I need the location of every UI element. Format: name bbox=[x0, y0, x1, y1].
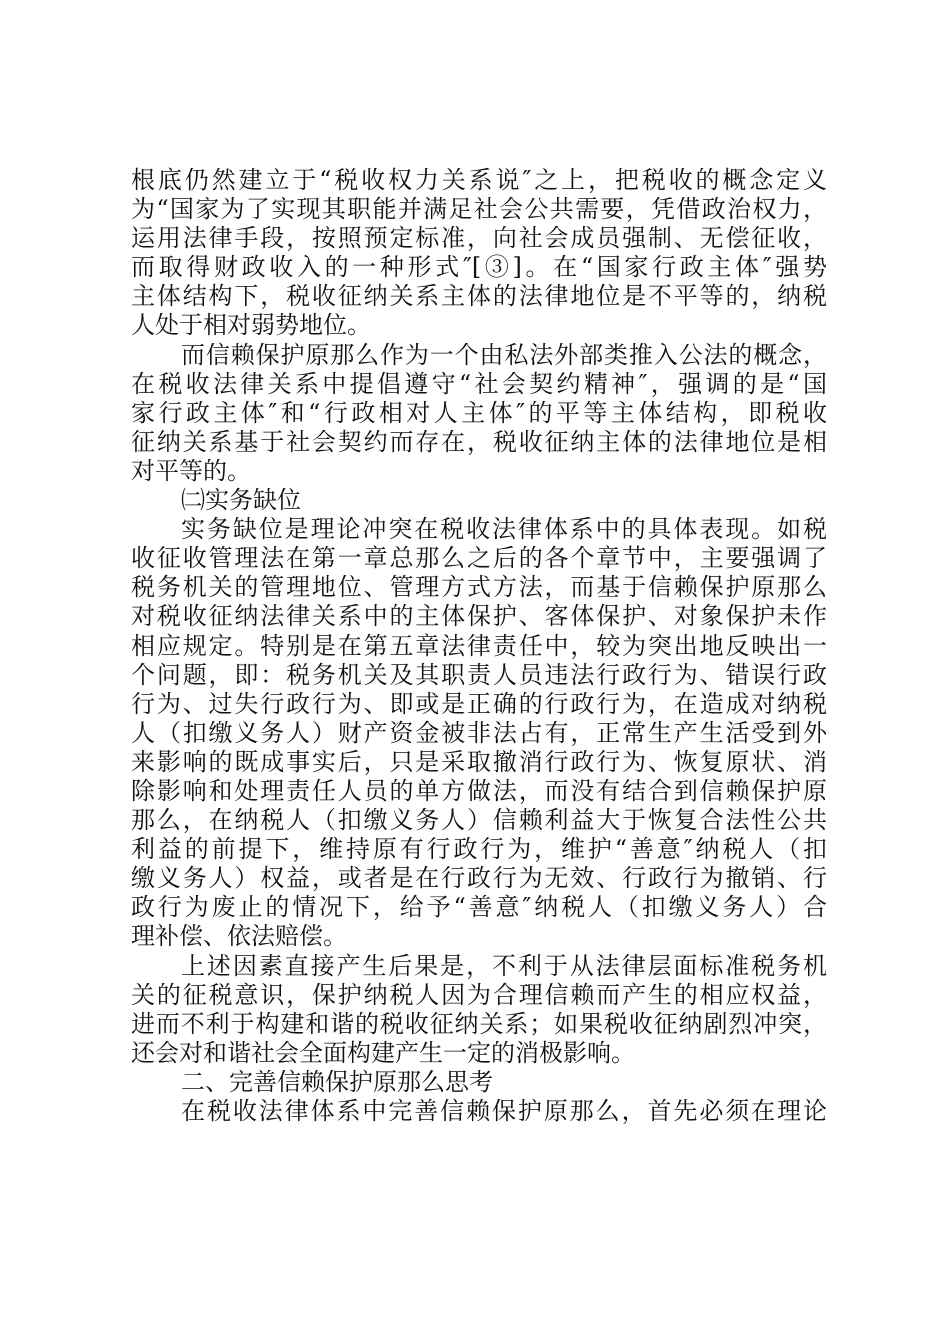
text-line: 主体结构下，税收征纳关系主体的法律地位是不平等的，纳税 bbox=[131, 282, 827, 311]
text-line: 而信赖保护原那么作为一个由私法外部类推入公法的概念， bbox=[181, 340, 827, 369]
text-line: 根底仍然建立于“税收权力关系说″之上，把税收的概念定义 bbox=[131, 166, 827, 194]
text-line: 人（扣缴义务人）财产资金被非法占有，正常生产生活受到外 bbox=[131, 718, 827, 747]
text-line: 上述因素直接产生后果是，不利于从法律层面标准税务机 bbox=[181, 951, 827, 980]
text-line: ㈡实务缺位 bbox=[181, 486, 301, 515]
text-line: 政行为废止的情况下，给予“善意″纳税人（扣缴义务人）合 bbox=[131, 893, 827, 922]
text-line: 二、完善信赖保护原那么思考 bbox=[181, 1067, 493, 1096]
text-line: 理补偿、依法赔偿。 bbox=[131, 922, 347, 951]
text-line: 而取得财政收入的一种形式″[③]。在“国家行政主体″强势 bbox=[131, 253, 827, 282]
text-line: 进而不利于构建和谐的税收征纳关系；如果税收征纳剧烈冲突， bbox=[131, 1009, 827, 1038]
text-line: 为“国家为了实现其职能并满足社会公共需要，凭借政治权力， bbox=[131, 195, 827, 224]
text-line: 在税收法律关系中提倡遵守“社会契约精神″，强调的是“国 bbox=[131, 369, 827, 398]
text-line: 相应规定。特别是在第五章法律责任中，较为突出地反映出一 bbox=[131, 631, 827, 660]
text-line: 那么，在纳税人（扣缴义务人）信赖利益大于恢复合法性公共 bbox=[131, 806, 827, 835]
text-line: 实务缺位是理论冲突在税收法律体系中的具体表现。如税 bbox=[181, 515, 827, 544]
text-line: 缴义务人）权益，或者是在行政行为无效、行政行为撤销、行 bbox=[131, 864, 827, 893]
text-line: 运用法律手段，按照预定标准，向社会成员强制、无偿征收， bbox=[131, 224, 827, 253]
text-line: 利益的前提下，维持原有行政行为，维护“善意″纳税人（扣 bbox=[131, 835, 827, 864]
text-line: 行为、过失行政行为、即或是正确的行政行为，在造成对纳税 bbox=[131, 689, 827, 718]
text-line: 除影响和处理责任人员的单方做法，而没有结合到信赖保护原 bbox=[131, 776, 827, 805]
text-line: 对平等的。 bbox=[131, 456, 251, 485]
text-line: 关的征税意识，保护纳税人因为合理信赖而产生的相应权益， bbox=[131, 980, 827, 1009]
text-line: 收征收管理法在第一章总那么之后的各个章节中，主要强调了 bbox=[131, 544, 827, 573]
text-line: 征纳关系基于社会契约而存在，税收征纳主体的法律地位是相 bbox=[131, 427, 827, 456]
text-line: 对税收征纳法律关系中的主体保护、客体保护、对象保护未作 bbox=[131, 602, 827, 631]
text-line: 人处于相对弱势地位。 bbox=[131, 311, 371, 340]
text-line: 个问题，即：税务机关及其职责人员违法行政行为、错误行政 bbox=[131, 660, 827, 689]
text-line: 家行政主体″和“行政相对人主体″的平等主体结构，即税收 bbox=[131, 398, 827, 427]
text-line: 在税收法律体系中完善信赖保护原那么，首先必须在理论 bbox=[181, 1097, 827, 1125]
text-line: 来影响的既成事实后，只是采取撤消行政行为、恢复原状、消 bbox=[131, 747, 827, 776]
document-body bbox=[131, 166, 827, 1126]
text-line: 税务机关的管理地位、管理方式方法，而基于信赖保护原那么 bbox=[131, 573, 827, 602]
text-line: 还会对和谐社会全面构建产生一定的消极影响。 bbox=[131, 1038, 635, 1067]
